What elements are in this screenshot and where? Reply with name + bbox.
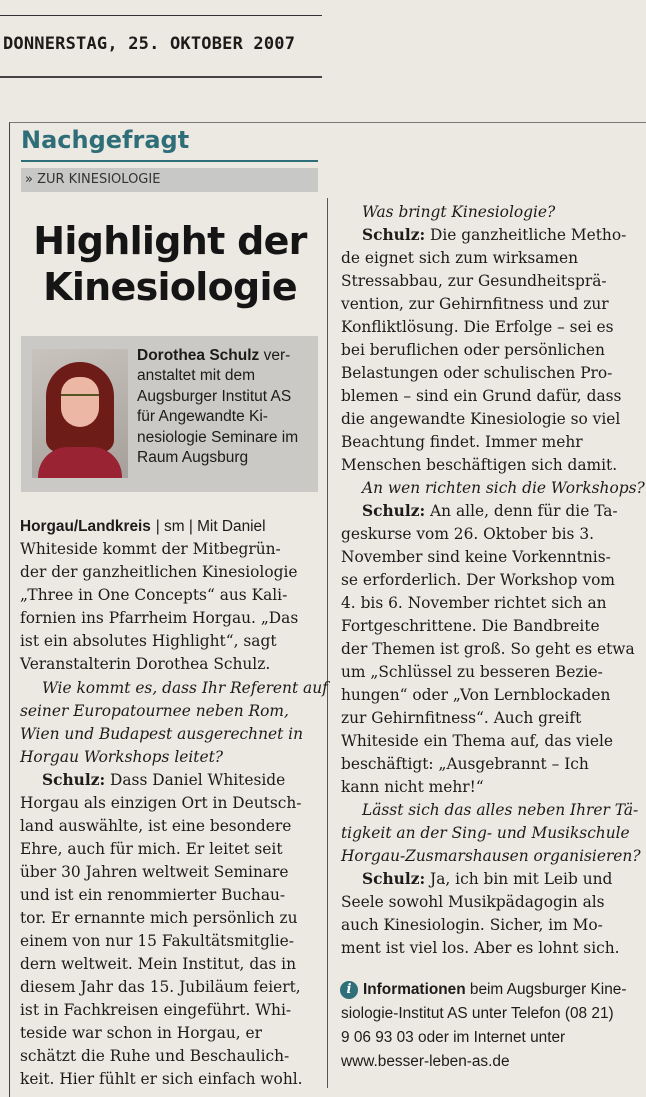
answer-line: einem von nur 15 Fakultätsmitglie- bbox=[20, 932, 294, 950]
answer-line: land auswählte, ist eine besondere bbox=[20, 817, 292, 835]
answer-line: hungen“ oder „Von Lernblockaden bbox=[341, 686, 611, 704]
answer-line: blemen – sind ein Grund dafür, dass bbox=[341, 387, 622, 405]
rubric-bar bbox=[21, 168, 318, 192]
answer-line: und ist ein renommierter Buchau- bbox=[20, 886, 286, 904]
answer-line: se erforderlich. Der Workshop vom bbox=[341, 571, 615, 589]
speaker-label: Schulz: bbox=[362, 502, 426, 520]
question-line: An wen richten sich die Workshops? bbox=[362, 479, 645, 497]
headline bbox=[24, 218, 316, 310]
top-rule bbox=[0, 15, 322, 16]
answer-line: keit. Hier fühlt er sich einfach wohl. bbox=[20, 1070, 303, 1088]
answer-line: 4. bis 6. November richtet sich an bbox=[341, 594, 607, 612]
column-divider bbox=[327, 198, 328, 1088]
answer-line: diesem Jahr das 15. Jubiläum feiert, bbox=[20, 978, 301, 996]
answer-line: kann nicht mehr!“ bbox=[341, 778, 484, 796]
text-line: der der ganzheitlichen Kinesiologie bbox=[20, 563, 298, 581]
info-line: 9 06 93 03 oder im Internet unter bbox=[341, 1029, 566, 1046]
answer-line: Whiteside ein Thema auf, das viele bbox=[341, 732, 613, 750]
date-rule bbox=[0, 76, 322, 78]
answer-line: auch Kinesiologin. Sicher, im Mo- bbox=[341, 916, 603, 934]
rubric-rule bbox=[21, 160, 318, 162]
answer-line: teside war schon in Horgau, er bbox=[20, 1024, 263, 1042]
author-infobox bbox=[21, 336, 318, 492]
answer-line: schätzt die Ruhe und Beschaulich- bbox=[20, 1047, 290, 1065]
text-line: fornien ins Pfarrheim Horgau. „Das bbox=[20, 609, 299, 627]
infobox-text: Dorothea Schulz ver- anstaltet mit dem Augsburger Institut AS für Angewandte Ki- nesiologie Seminare im Raum Augsburg bbox=[137, 347, 299, 467]
answer-line: Seele sowohl Musikpädagogin als bbox=[341, 893, 605, 911]
dateline-place: Horgau/Landkreis bbox=[20, 518, 151, 535]
speaker-label: Schulz: bbox=[362, 870, 426, 888]
text-line: Veranstalterin Dorothea Schulz. bbox=[20, 655, 271, 673]
answer-line: Menschen beschäftigen sich damit. bbox=[341, 456, 618, 474]
answer-line: geskurse vom 26. Oktober bis 3. bbox=[341, 525, 595, 543]
speaker-label: Schulz: bbox=[362, 226, 426, 244]
answer-line: tor. Er ernannte mich persönlich zu bbox=[20, 909, 298, 927]
question-line: Lässt sich das alles neben Ihrer Tä- bbox=[362, 801, 639, 819]
rubric-topic: » ZUR KINESIOLOGIE bbox=[25, 172, 161, 187]
answer-line: Beachtung findet. Immer mehr bbox=[341, 433, 583, 451]
answer-line: ment ist viel los. Aber es lohnt sich. bbox=[341, 939, 620, 957]
infobox-name: Dorothea Schulz bbox=[137, 347, 260, 364]
answer-line: Horgau als einzigen Ort in Deutsch- bbox=[20, 794, 302, 812]
answer-line: Fortgeschrittene. Die Bandbreite bbox=[341, 617, 600, 635]
issue-date: DONNERSTAG, 25. OKTOBER 2007 bbox=[3, 34, 296, 54]
text-line: ist ein absolutes Highlight“, sagt bbox=[20, 632, 277, 650]
info-line: siologie-Institut AS unter Telefon (08 21) bbox=[341, 1005, 614, 1022]
rubric-title: Nachgefragt bbox=[21, 126, 190, 154]
answer-line: der Themen ist groß. So geht es etwa bbox=[341, 640, 635, 658]
answer-line: um „Schlüssel zu besseren Bezie- bbox=[341, 663, 603, 681]
question-line: seiner Europatournee neben Rom, bbox=[20, 702, 289, 720]
info-line: Informationen beim Augsburger Kine- bbox=[363, 981, 627, 998]
answer-line: ist in Fachkreisen eingeführt. Whi- bbox=[20, 1001, 292, 1019]
portrait-photo bbox=[32, 349, 128, 478]
answer-line: Schulz: An alle, denn für die Ta- bbox=[362, 502, 618, 520]
info-label: Informationen bbox=[363, 981, 466, 998]
question-line: Was bringt Kinesiologie? bbox=[362, 203, 556, 221]
question-line: Wie kommt es, dass Ihr Referent auf bbox=[42, 679, 328, 697]
answer-line: vention, zur Gehirnfitness und zur bbox=[341, 295, 609, 313]
answer-line: Schulz: Dass Daniel Whiteside bbox=[42, 771, 286, 789]
headline-line-1: Highlight der bbox=[33, 219, 307, 263]
info-url: www.besser-leben-as.de bbox=[341, 1053, 510, 1070]
answer-line: über 30 Jahren weltweit Seminare bbox=[20, 863, 289, 881]
answer-line: Schulz: Die ganzheitliche Metho- bbox=[362, 226, 627, 244]
speaker-label: Schulz: bbox=[42, 771, 106, 789]
question-line: Horgau-Zusmarshausen organisieren? bbox=[341, 847, 641, 865]
answer-line: Ehre, auch für mich. Er leitet seit bbox=[20, 840, 283, 858]
answer-line: beschäftigt: „Ausgebrannt – Ich bbox=[341, 755, 589, 773]
answer-line: Schulz: Ja, ich bin mit Leib und bbox=[362, 870, 613, 888]
answer-line: bei beruflichen oder persönlichen bbox=[341, 341, 605, 359]
answer-line: de eignet sich zum wirksamen bbox=[341, 249, 579, 267]
answer-line: zur Gehirnfitness“. Auch greift bbox=[341, 709, 582, 727]
info-icon: i bbox=[340, 981, 358, 999]
answer-line: dern weltweit. Mein Institut, das in bbox=[20, 955, 296, 973]
headline-line-2: Kinesiologie bbox=[43, 265, 297, 309]
question-line: tigkeit an der Sing- und Musikschule bbox=[341, 824, 630, 842]
intro-line: Horgau/Landkreis | sm | Mit Daniel bbox=[20, 518, 266, 535]
text-line: Whiteside kommt der Mitbegrün- bbox=[20, 540, 281, 558]
answer-line: Belastungen oder schulischen Pro- bbox=[341, 364, 613, 382]
answer-line: November sind keine Vorkenntnis- bbox=[341, 548, 611, 566]
answer-line: die angewandte Kinesiologie so viel bbox=[341, 410, 621, 428]
answer-line: Konfliktlösung. Die Erfolge – sei es bbox=[341, 318, 614, 336]
text-line: „Three in One Concepts“ aus Kali- bbox=[20, 586, 288, 604]
answer-line: Stressabbau, zur Gesundheitsprä- bbox=[341, 272, 607, 290]
question-line: Wien und Budapest ausgerechnet in bbox=[20, 725, 304, 743]
question-line: Horgau Workshops leitet? bbox=[20, 748, 224, 766]
